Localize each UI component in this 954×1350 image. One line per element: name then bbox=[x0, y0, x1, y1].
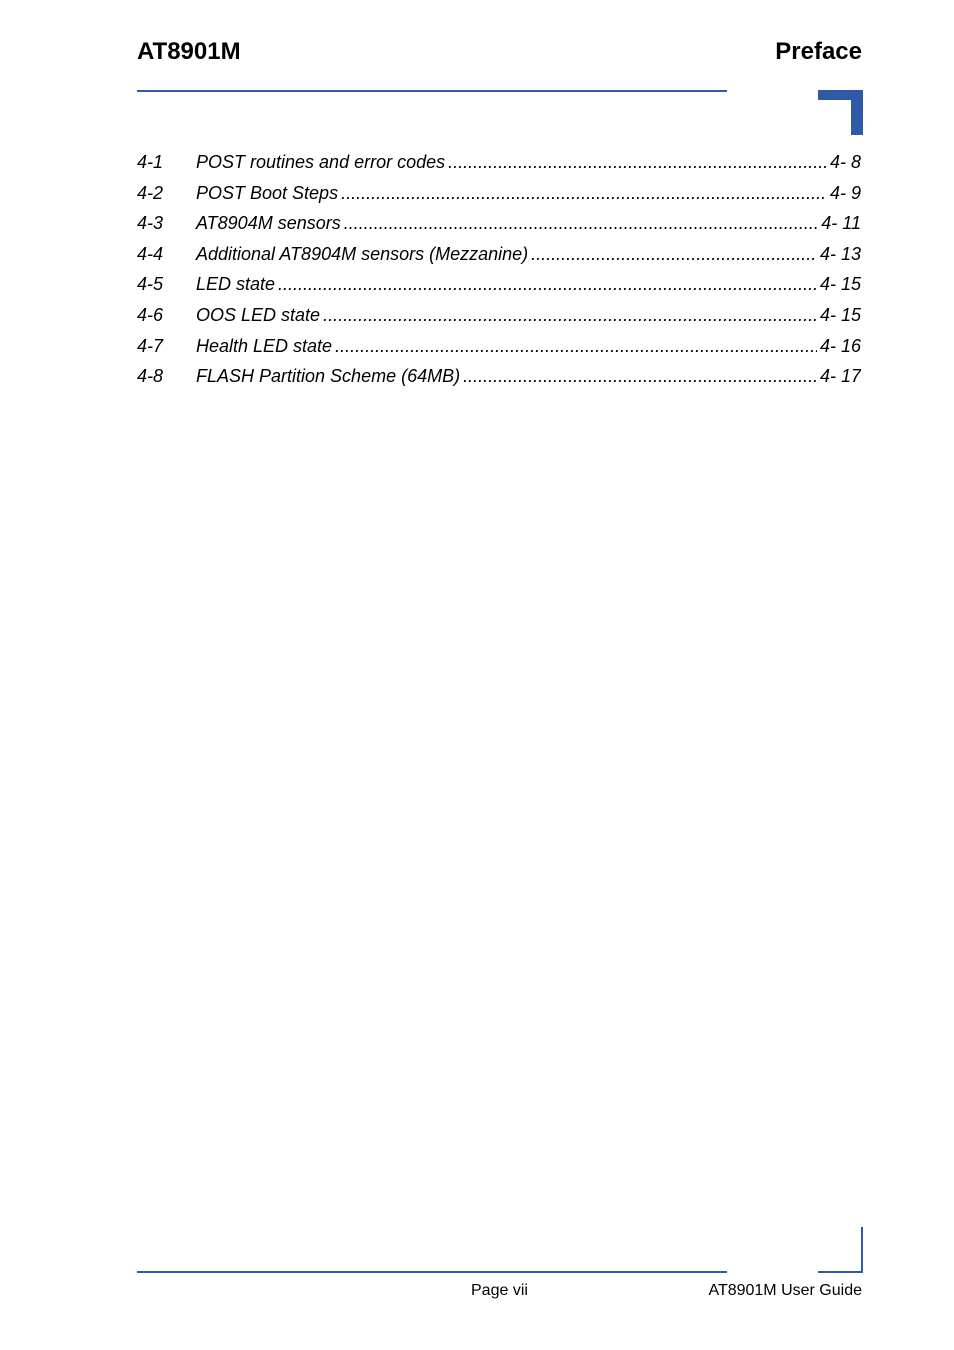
toc-leader bbox=[463, 366, 817, 387]
toc-entry[interactable] bbox=[137, 305, 861, 336]
toc-entry[interactable] bbox=[137, 183, 861, 214]
toc-leader bbox=[448, 152, 827, 173]
page-number: Page vii bbox=[471, 1282, 528, 1299]
toc-number: 4-4 bbox=[137, 243, 164, 264]
product-title: AT8901M bbox=[137, 38, 241, 65]
toc-page: 4- 9 bbox=[829, 182, 861, 203]
toc-title: POST routines and error codes bbox=[196, 152, 446, 172]
toc-leader bbox=[335, 336, 817, 357]
toc-page: 4- 15 bbox=[819, 304, 861, 325]
toc-number: 4-5 bbox=[137, 274, 164, 295]
toc-number: 4-3 bbox=[137, 213, 164, 234]
toc-leader bbox=[344, 213, 819, 234]
header-rule bbox=[137, 90, 727, 92]
toc-entry[interactable] bbox=[137, 274, 861, 305]
toc-page: 4- 17 bbox=[819, 366, 861, 387]
toc-entry[interactable] bbox=[137, 366, 861, 397]
toc-title: AT8904M sensors bbox=[196, 213, 341, 234]
toc-entry[interactable] bbox=[137, 213, 861, 244]
toc-page: 4- 15 bbox=[819, 274, 861, 295]
section-title: Preface bbox=[775, 38, 862, 65]
toc-leader bbox=[278, 274, 817, 295]
toc-leader bbox=[341, 183, 827, 204]
toc-title: POST Boot Steps bbox=[196, 182, 339, 203]
header-corner-mark bbox=[818, 90, 863, 135]
toc-entry[interactable] bbox=[137, 336, 861, 367]
toc-title: Additional AT8904M sensors (Mezzanine) bbox=[196, 243, 529, 264]
toc-number: 4-1 bbox=[137, 152, 164, 172]
toc-page: 4- 16 bbox=[819, 335, 861, 356]
toc-title: Health LED state bbox=[196, 335, 333, 356]
toc-leader bbox=[323, 305, 817, 326]
toc-entry[interactable] bbox=[137, 244, 861, 275]
toc-number: 4-8 bbox=[137, 366, 164, 387]
toc-number: 4-6 bbox=[137, 304, 164, 325]
toc-page: 4- 8 bbox=[829, 152, 861, 172]
toc-number: 4-7 bbox=[137, 335, 164, 356]
toc-entry[interactable] bbox=[137, 152, 861, 183]
toc-title: LED state bbox=[196, 274, 276, 295]
guide-title: AT8901M User Guide bbox=[708, 1282, 862, 1299]
toc-title: FLASH Partition Scheme (64MB) bbox=[196, 366, 461, 387]
toc-title: OOS LED state bbox=[196, 304, 321, 325]
footer-rule bbox=[137, 1271, 727, 1273]
toc-leader bbox=[531, 244, 817, 265]
toc-page: 4- 13 bbox=[819, 243, 861, 264]
table-of-figures bbox=[137, 152, 861, 397]
toc-page: 4- 11 bbox=[821, 213, 861, 234]
footer-corner-mark bbox=[818, 1227, 863, 1273]
toc-number: 4-2 bbox=[137, 182, 164, 203]
